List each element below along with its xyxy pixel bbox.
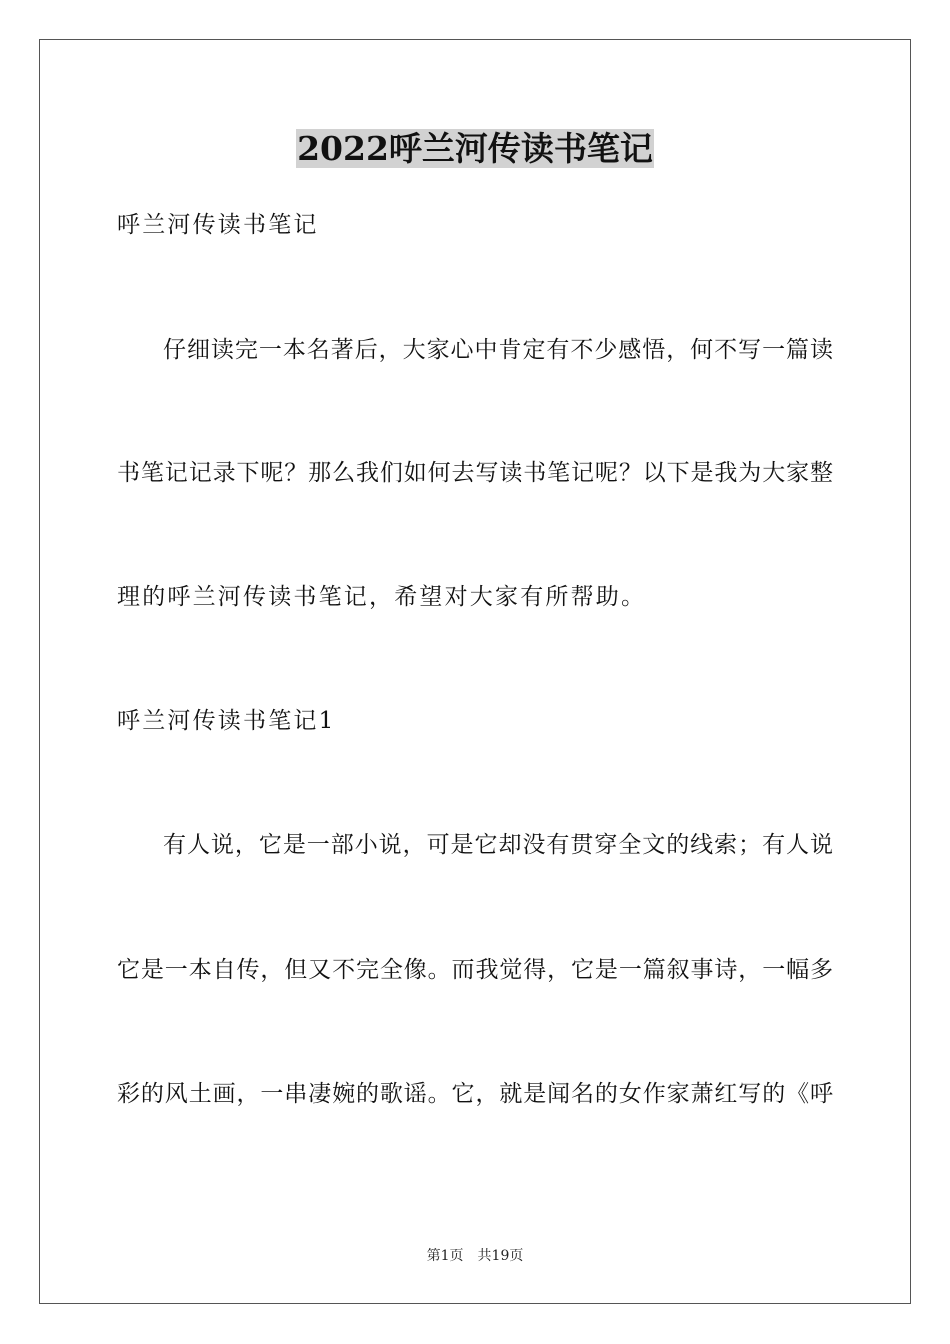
document-title-text: 2022呼兰河传读书笔记	[297, 129, 653, 168]
subtitle-line: 呼兰河传读书笔记	[117, 212, 319, 238]
document-title	[0, 128, 950, 170]
page-footer: 第1页 共19页	[426, 1248, 524, 1264]
section-heading: 呼兰河传读书笔记1	[117, 708, 336, 734]
paragraph-line: 仔细读完一本名著后，大家心中肯定有不少感悟，何不写一篇读	[163, 337, 833, 363]
paragraph-line: 理的呼兰河传读书笔记，希望对大家有所帮助。	[117, 584, 647, 610]
paragraph-line: 有人说，它是一部小说，可是它却没有贯穿全文的线索；有人说	[163, 832, 833, 858]
paragraph-line: 书笔记记录下呢？那么我们如何去写读书笔记呢？以下是我为大家整	[117, 460, 833, 486]
paragraph-line: 彩的风土画，一串凄婉的歌谣。它，就是闻名的女作家萧红写的《呼	[117, 1081, 833, 1107]
paragraph-line: 它是一本自传，但又不完全像。而我觉得，它是一篇叙事诗，一幅多	[117, 957, 833, 983]
